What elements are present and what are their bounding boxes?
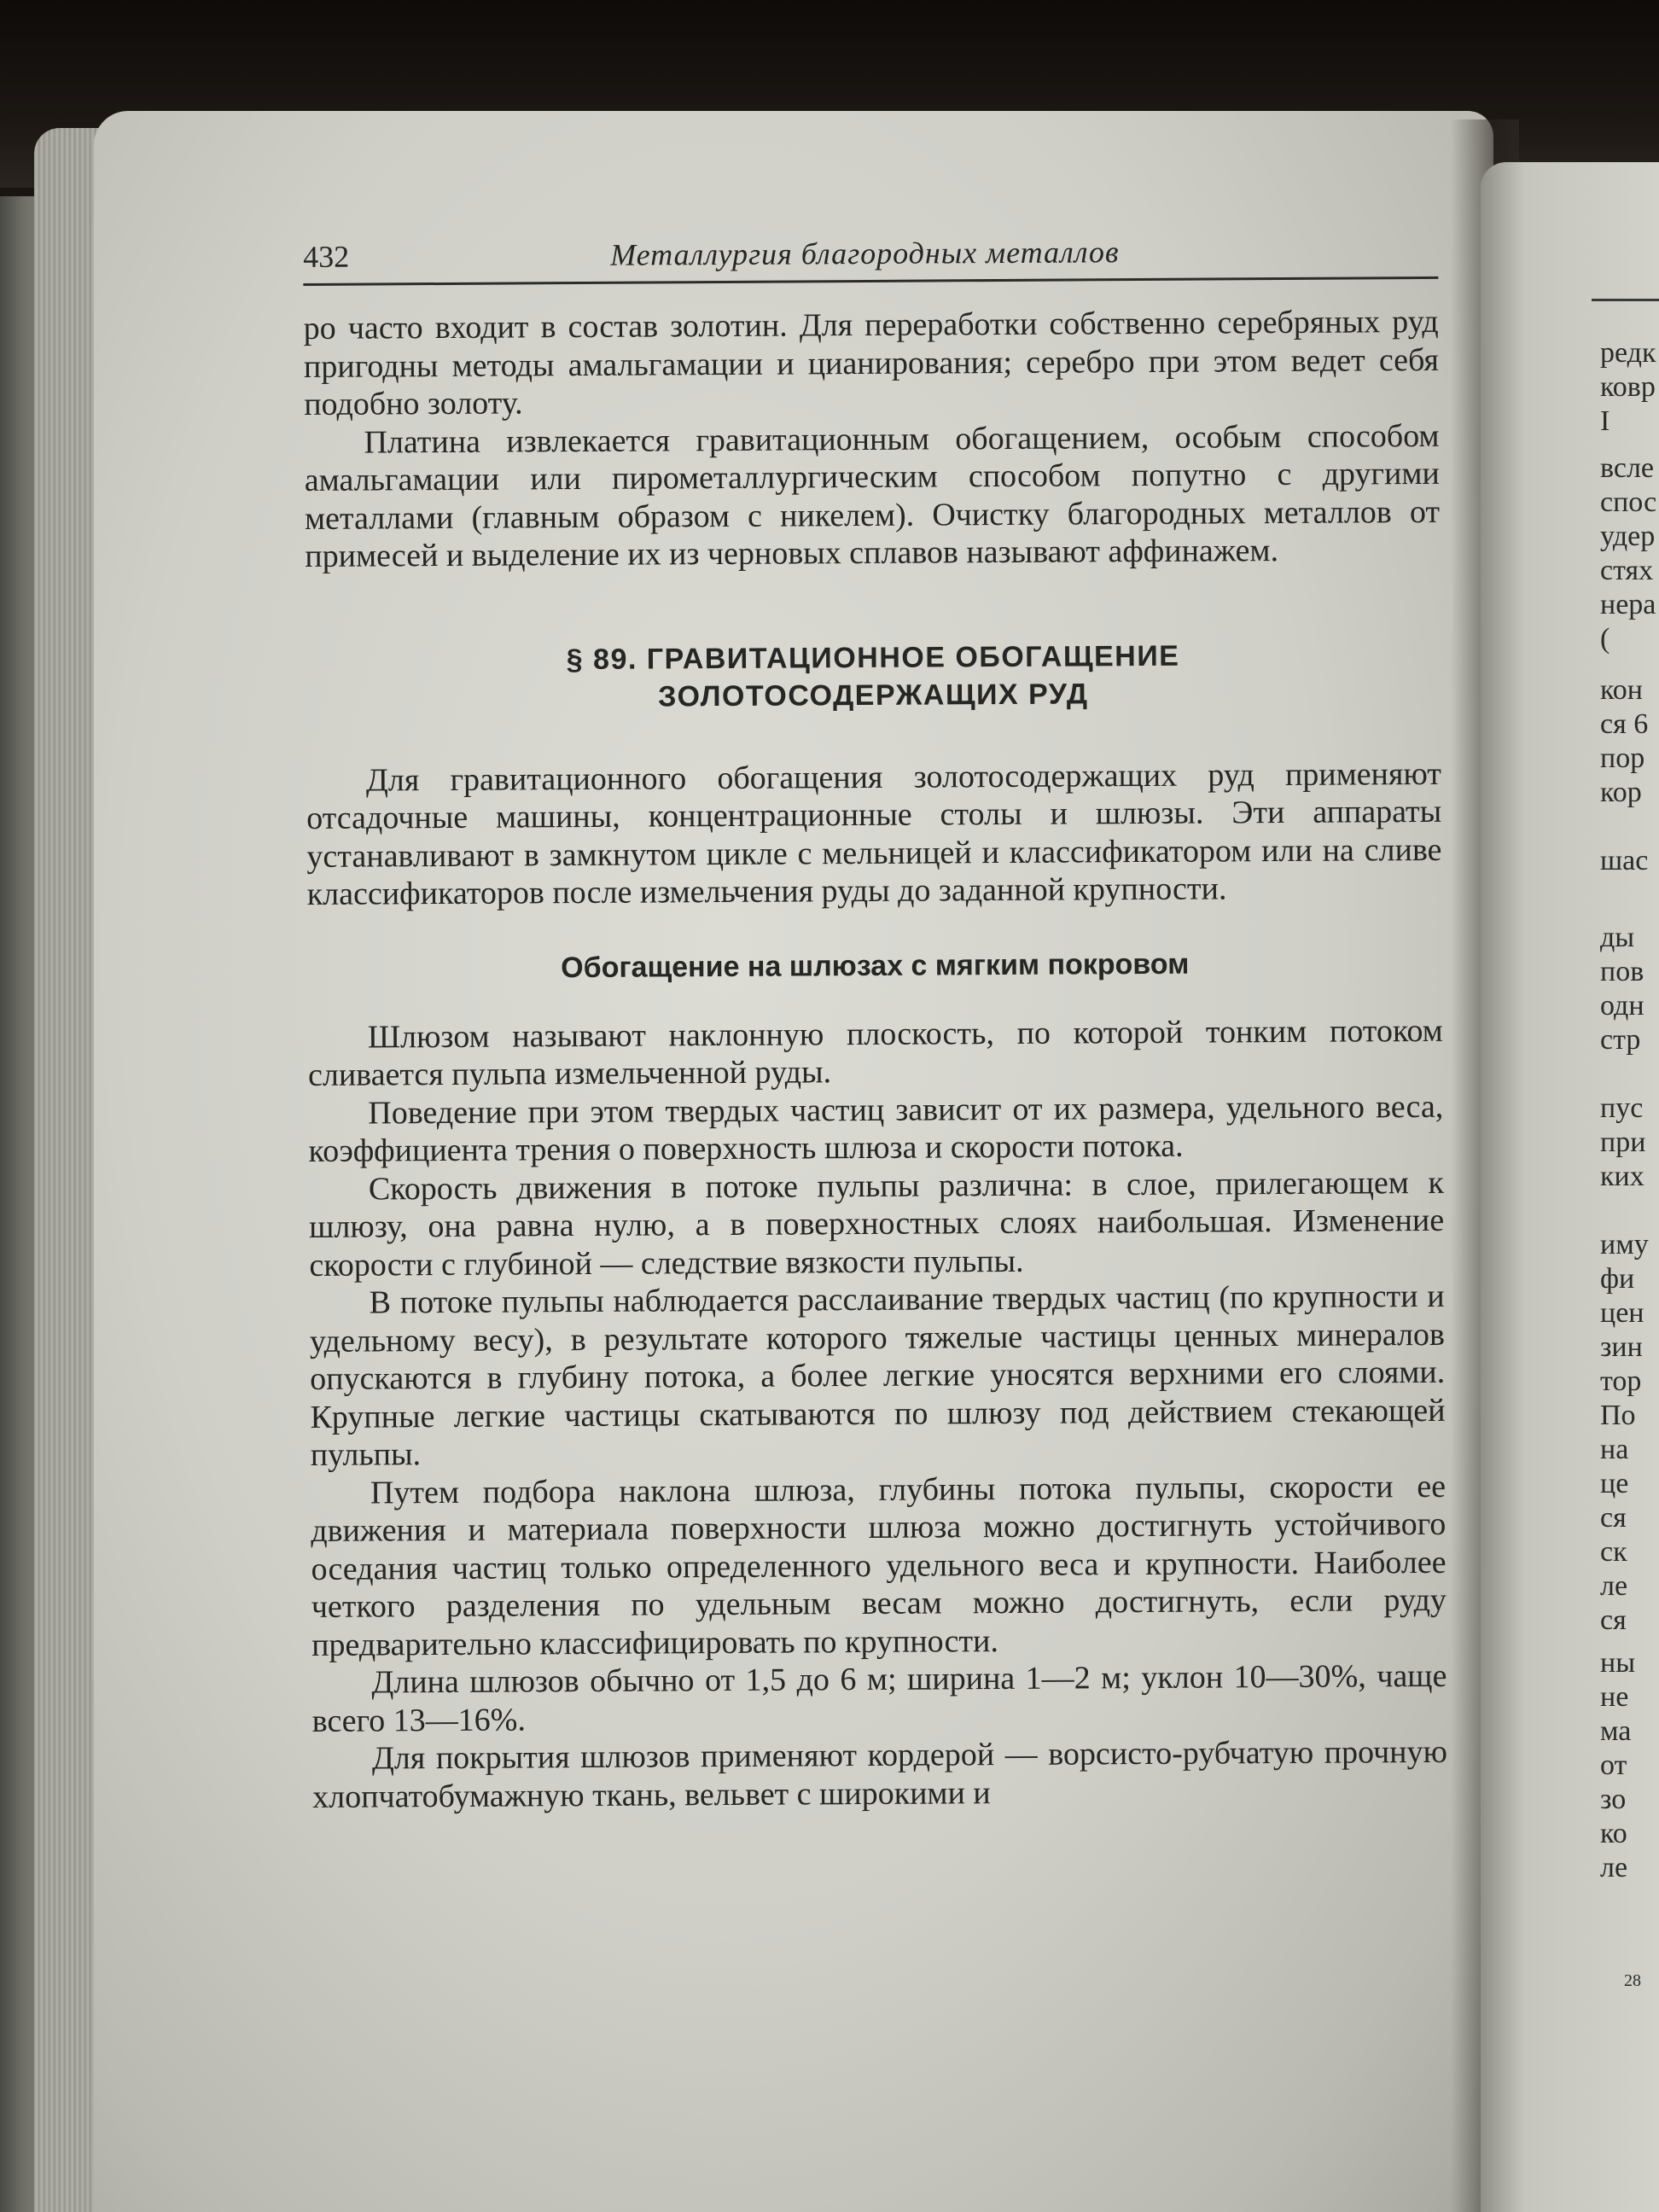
facing-page-line: ле [1600,1570,1628,1602]
facing-page-line: ся [1600,1604,1627,1636]
facing-page-line: на [1600,1434,1629,1465]
body-paragraph: Поведение при этом твердых частиц зависит от их размера, удельного веса, коэффициента трения о поверхность шлюза и скорости потока. [308,1088,1444,1169]
body-paragraph: Длина шлюзов обычно от 1,5 до 6 м; ширина 1—2 м; уклон 10—30%, чаще всего 13—16%. [311,1657,1447,1739]
facing-page-line: ко [1600,1818,1627,1849]
facing-page-line: ( [1600,623,1610,655]
section-title [306,635,1441,717]
facing-page-rule [1592,299,1659,301]
facing-page-line: тор [1600,1365,1642,1397]
section-title-line: § 89. ГРАВИТАЦИОННОЕ ОБОГАЩЕНИЕ [566,639,1180,676]
intro-paragraph: Платина извлекается гравитационным обогащением, особым способом амальгамации или пирометаллургическим способом попутно с другими металлами (главным образом с никелем). Очистку благородных металлов от примесей и выделение их из черновых сплавов называют аффинажем. [304,417,1441,574]
facing-page-line: ск [1600,1536,1627,1568]
facing-page-line: ся [1600,1502,1627,1534]
facing-page-line: спос [1600,486,1657,518]
page-header [303,224,1438,286]
facing-page-line: удер [1600,521,1656,552]
facing-page-line: стях [1600,555,1654,586]
facing-page-line: ся 6 [1600,708,1649,740]
facing-page-line: ны [1600,1647,1636,1679]
facing-page-line: иму [1600,1229,1649,1260]
facing-page-line: ма [1600,1715,1632,1747]
facing-page-line: ких [1600,1161,1644,1192]
body-paragraph: В потоке пульпы наблюдается расслаивание твердых частиц (по крупности и удельному весу), в результате которого тяжелые частицы ценных минералов опускаются в глубину потока, а более легкие уносятся верхними его слоями. Крупные легкие частицы скатываются по шлюзу под действием стекающей пульпы. [309,1278,1446,1473]
facing-page-line: пус [1600,1092,1644,1124]
subsection-heading: Обогащение на шлюзах с мягким покровом [561,947,1190,984]
facing-page-line: пов [1600,956,1644,987]
facing-page-line: кор [1600,777,1642,808]
page-stack-edge [34,128,102,2212]
facing-page-line: фи [1600,1263,1635,1295]
page-number: 432 [303,239,350,274]
page-text-block [303,224,1447,1816]
body-paragraph: Путем подбора наклона шлюза, глубины потока пульпы, скорости ее движения и материала поверхности шлюза можно достигнуть устойчивого оседания частиц только определенного удельного веса и крупности. Наиболее четкого разделения по удельным весам можно достигнуть, если руду предварительно классифицировать по крупности. [311,1468,1447,1663]
facing-page-line: редк [1600,337,1656,369]
facing-page-line: кон [1600,674,1643,706]
facing-page-line: нера [1600,589,1656,620]
facing-page-line: ковр [1600,371,1656,403]
section-title-line: ЗОЛОТОСОДЕРЖАЩИХ РУД [658,677,1089,713]
body-paragraph: Для покрытия шлюзов применяют кордерой — ворсисто-рубчатую прочную хлопчатобумажную ткань, вельвет с широкими и [312,1733,1448,1815]
facing-page-line: зо [1600,1784,1627,1815]
section-paragraph: Для гравитационного обогащения золотосодержащих руд применяют отсадочные машины, концентрационные столы и шлюзы. Эти аппараты устанавливают в замкнутом цикле с мельницей и классификатором или на сливе классификаторов после измельчения руды до заданной крупности. [306,755,1442,912]
facing-page-line: цен [1600,1297,1644,1329]
facing-page-line: це [1600,1468,1629,1499]
facing-page-line: По [1600,1400,1636,1431]
facing-page-line: ле [1600,1852,1628,1883]
body-paragraph: Шлюзом называют наклонную плоскость, по которой тонким потоком сливается пульпа измельченной руды. [307,1012,1443,1093]
facing-page-line: шас [1600,845,1649,876]
facing-page-line: зин [1600,1331,1643,1363]
intro-paragraph: ро часто входит в состав золотин. Для переработки собственно серебряных руд пригодны методы амальгамации и цианирования; серебро при этом ведет себя подобно золоту. [303,303,1440,422]
facing-page-signature: 28 [1624,1971,1641,1990]
facing-page-line: всле [1600,452,1655,484]
facing-page-line: стр [1600,1024,1641,1056]
facing-page-line: I [1600,405,1610,437]
facing-page-line: при [1600,1126,1646,1158]
body-paragraph: Скорость движения в потоке пульпы различна: в слое, прилегающем к шлюзу, она равна нулю, а в поверхностных слоях наибольшая. Изменение скорости с глубиной — следствие вязкости пульпы. [309,1164,1445,1284]
facing-page-line: ды [1600,922,1635,953]
running-title: Металлургия благородных металлов [610,235,1120,272]
facing-page-line: пор [1600,742,1645,774]
facing-page-line: не [1600,1681,1629,1713]
facing-page [1481,162,1659,2212]
facing-page-line: одн [1600,990,1644,1022]
facing-page-line: от [1600,1749,1627,1781]
